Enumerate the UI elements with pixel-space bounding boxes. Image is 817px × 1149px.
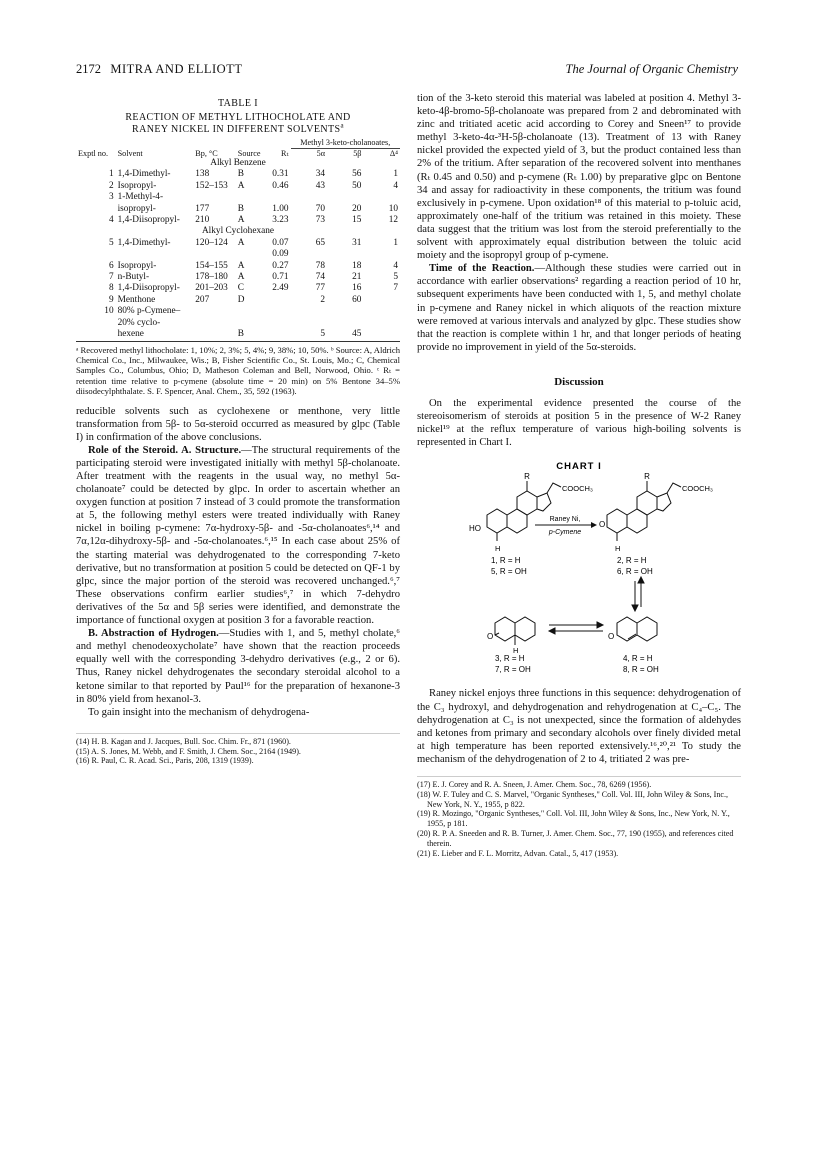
table-cell: 7 xyxy=(108,272,114,283)
compound-6-label: 6, R = OH xyxy=(617,567,653,577)
table-cell xyxy=(193,192,236,203)
group-header: Methyl 3-keto-cholanoates, xyxy=(291,138,400,148)
running-authors: MITRA AND ELLIOTT xyxy=(110,62,243,76)
table-caption-marker: a xyxy=(340,121,344,130)
paragraph-text: tion of the 3-keto steroid this material was labeled at position 4. Methyl 3-keto-4β-bromo-5β-cholanoate was prepared from 2 and debrominated with zinc and tritiated acetic acid according to Corey and Sneen¹⁷ to provide methyl 3-keto-4α-³H-5β-cholanoate (13). Treatment of 13 with Raney nickel provided the expected yield of 3, but the product contained less than 2% of the tritium. After separation of the recovered solvent into menthanes (Rₜ 0.45 and 0.50) and p-cymene (Rₜ 1.00) by preparative glpc on Bentone 34 and assay for radioactivity in these components, the tritium was found exclusively in p-cymene. Upon oxidation¹⁸ of this material to p-toluic acid, approximately one-half of the tritium was retained in this moiety. These data suggest that the tritium was lost from the steroid preferentially to the solvent with approximately equal distribution between the toluic acid moiety and the isopropyl group of p-cymene. xyxy=(417,93,741,262)
table-cell: 177 xyxy=(195,203,210,214)
table-row xyxy=(76,306,400,317)
table-cell: 15 xyxy=(352,215,362,226)
table-row xyxy=(76,329,400,340)
table-cell: 12 xyxy=(388,215,398,226)
ho-label: HO xyxy=(469,524,481,534)
right-references xyxy=(417,776,741,858)
table-cell: 50 xyxy=(352,180,362,191)
body-paragraph xyxy=(76,706,400,719)
reagent-2: p-Cymene xyxy=(548,529,582,537)
equilibrium-vertical xyxy=(632,577,644,611)
h-label-2: H xyxy=(615,544,621,554)
column-header: Bp, °C xyxy=(195,148,218,158)
table-cell: 10 xyxy=(104,306,114,317)
table-cell: 80% p-Cymene– xyxy=(117,306,181,317)
table-cell: 77 xyxy=(315,283,325,294)
column-header-row xyxy=(76,148,400,158)
table-cell: 1 xyxy=(393,237,398,248)
table-row xyxy=(76,238,400,249)
compound-3-label: 3, R = H xyxy=(495,654,525,664)
page-number: 2172 xyxy=(76,62,101,76)
reference-item: (14) H. B. Kagan and J. Jacques, Bull. Soc. Chim. Fr., 871 (1960). xyxy=(76,736,291,746)
table-cell: 5 xyxy=(393,272,398,283)
table-cell: C xyxy=(237,283,244,294)
table-cell xyxy=(267,306,291,317)
table-cell: A xyxy=(237,272,245,283)
table-cell: 34 xyxy=(315,169,325,180)
r-label-2: R xyxy=(644,472,650,482)
table-cell: n-Butyl- xyxy=(117,272,150,283)
section-heading: Time of the Reaction. xyxy=(429,263,535,275)
keto-o-label-4: O xyxy=(608,632,615,642)
right-column xyxy=(417,92,741,858)
table-cell: 18 xyxy=(352,260,362,271)
left-references xyxy=(76,733,400,766)
table-cell xyxy=(76,318,116,329)
table-cell: 5 xyxy=(108,237,114,248)
reference-item: (15) A. S. Jones, M. Webb, and F. Smith, J. Chem. Soc., 2164 (1949). xyxy=(76,746,301,756)
table-row xyxy=(76,295,400,306)
reference-item: (19) R. Mozingo, "Organic Syntheses," Coll. Vol. III, John Wiley & Sons, Inc., New York, N. Y., 1955, p 181. xyxy=(417,809,730,829)
table-cell: Isopropyl- xyxy=(117,180,157,191)
table-cell: 31 xyxy=(352,237,362,248)
table-cell: 1,4-Diisopropyl- xyxy=(117,283,180,294)
table-cell: 45 xyxy=(352,329,362,340)
table-cell xyxy=(236,249,267,260)
table-cell: 2.49 xyxy=(272,283,289,294)
ab-ring-3 xyxy=(495,617,535,645)
table-cell xyxy=(116,249,194,260)
keto-o-label-1: O xyxy=(599,520,606,530)
reference-item: (18) W. F. Tuley and C. S. Marvel, "Organic Syntheses," Coll. Vol. III, John Wiley & Sons, Inc., New York, N. Y., 1955, p 822. xyxy=(417,789,729,809)
paragraph-text: To gain insight into the mechanism of dehydrogena- xyxy=(88,706,310,718)
table-cell: B xyxy=(237,329,244,340)
reference-item: (17) E. J. Corey and R. A. Sneen, J. Amer. Chem. Soc., 78, 6269 (1956). xyxy=(417,780,652,789)
table-cell xyxy=(291,306,327,317)
table-cell: 60 xyxy=(352,294,362,305)
table-cell xyxy=(327,192,363,203)
paragraph-text: reducible solvents such as cyclohexene or menthone, very little transformation from 5β- to 5α-steroid occurred as measured by glpc (Table I) in confirmation of the above conclusions. xyxy=(76,405,400,443)
column-header: Exptl no. xyxy=(78,148,109,158)
table-cell: 56 xyxy=(352,169,362,180)
table-cell: isopropyl- xyxy=(117,203,156,214)
left-column xyxy=(76,92,400,766)
table-cell: Isopropyl- xyxy=(117,260,157,271)
compound-8-label: 8, R = OH xyxy=(623,665,659,675)
table-cell xyxy=(267,318,291,329)
section-heading: Role of the Steroid. A. Structure. xyxy=(88,444,242,456)
table-cell: B xyxy=(237,203,244,214)
table-cell: 70 xyxy=(315,203,325,214)
column-header: Rₜ xyxy=(281,148,289,158)
table-cell xyxy=(236,318,267,329)
table-cell xyxy=(236,306,267,317)
ester-label-1: COOCH₃ xyxy=(562,484,593,494)
table-cell xyxy=(193,329,236,340)
table-cell xyxy=(291,192,327,203)
table-cell xyxy=(76,249,116,260)
table-cell: 0.07 xyxy=(272,237,289,248)
ab-ring-4 xyxy=(617,617,657,641)
reference-item: (16) R. Paul, C. R. Acad. Sci., Paris, 208, 1319 (1939). xyxy=(76,756,254,766)
table-row xyxy=(76,272,400,283)
table-row xyxy=(76,192,400,203)
table-cell: A xyxy=(237,215,245,226)
table-cell xyxy=(76,329,116,340)
table-cell: 16 xyxy=(352,283,362,294)
table-cell: 0.31 xyxy=(272,169,289,180)
reference-item: (20) R. P. A. Sneeden and R. B. Turner, J. Amer. Chem. Soc., 77, 190 (1955), and references cited therein. xyxy=(417,828,734,848)
journal-name: The Journal of Organic Chemistry xyxy=(565,62,738,76)
group-label: Alkyl Benzene xyxy=(210,158,266,168)
table-cell: 0.71 xyxy=(272,272,289,283)
table-cell xyxy=(267,329,291,340)
table-cell: 210 xyxy=(195,215,210,226)
table-cell xyxy=(236,192,267,203)
column-header: Solvent xyxy=(117,148,143,158)
table-label: TABLE I xyxy=(217,98,259,109)
table-cell xyxy=(193,318,236,329)
table-cell xyxy=(267,295,291,306)
table-row xyxy=(76,283,400,294)
paragraph-text: —Studies with 1, and 5, methyl cholate,⁶ and methyl chenodeoxycholate⁷ have shown that the reaction proceeds equally well with the corresponding 3-dehydro derivatives (e.g., 2 or 6). Thus, Raney nickel dehydrogenates the secondary steroidal alcohol to a ketone similar to that reported by Paul¹⁶ for the preparation of hexanone-3 in 80% yield from hexanol-3. xyxy=(76,628,400,705)
table-cell: hexene xyxy=(117,329,144,340)
reference-item: (21) E. Lieber and F. L. Morritz, Advan. Catal., 5, 417 (1953). xyxy=(417,848,619,858)
header-left xyxy=(76,62,242,77)
body-paragraph xyxy=(76,405,400,444)
chart-title: CHART I xyxy=(556,461,602,473)
table-row xyxy=(76,169,400,180)
table-cell: 0.09 xyxy=(272,249,289,260)
table-cell: 1 xyxy=(108,169,114,180)
table-cell: 10 xyxy=(388,203,398,214)
discussion-paragraph-1: On the experimental evidence presented the course of the stereoisomerism of steroids at position 5 in the presence of W-2 Raney nickel¹⁹ at the reflux temperature of various high-boiling solvents is represented in Chart I. xyxy=(417,397,741,449)
body-paragraph xyxy=(417,262,741,354)
table-row xyxy=(76,215,400,226)
table-cell xyxy=(363,329,400,340)
table-cell xyxy=(327,249,363,260)
table-cell: 3.23 xyxy=(272,215,289,226)
compound-2-label: 2, R = H xyxy=(617,556,647,566)
column-header: 5α xyxy=(316,148,325,158)
discussion-heading: Discussion xyxy=(554,375,604,388)
table-cell xyxy=(291,318,327,329)
column-header: Source xyxy=(237,148,261,158)
paragraph-text: —The structural requirements of the participating steroid were investigated initially with methyl 5β-cholanoate. After treatment with the reagents in the usual way, no methyl 5α-cholanoate⁷ could be detected by glpc. In order to ascertain whether an oxygen function at position 7 instead of 3 could promote the transformation at 5, the following methyl esters were treated individually with Raney nickel in boiling p-cymene: 7α-hydroxy-5β- and -5α-cholanoates⁶,¹⁴ and 7α,12α-dihydroxy-5β- and -5α-cholanoates.⁶,¹⁵ In each case about 25% of the starting material was dehydrogenated to the corresponding 7-keto derivative, but no transformation at position 5 could be detected on QF-1 by glpc, since the major portion of the steroid was recovered unchanged.⁶,⁷ These observations confirm earlier studies⁶,⁷ in which 7-dehydro derivatives of the 5α and 5β series were identified, and demonstrate the importance of functional oxygen at position 3 for a favorable reaction. xyxy=(76,444,401,627)
table-cell: 1,4-Diisopropyl- xyxy=(117,215,180,226)
table-row xyxy=(76,181,400,192)
table-row xyxy=(76,204,400,215)
keto-o-label-3: O xyxy=(487,632,494,642)
table-cell xyxy=(193,306,236,317)
compound-7-label: 7, R = OH xyxy=(495,665,531,675)
table-cell xyxy=(291,249,327,260)
table-cell xyxy=(327,318,363,329)
table-cell: D xyxy=(237,294,245,305)
table-cell: 5 xyxy=(320,329,325,340)
table-cell xyxy=(363,295,400,306)
table-cell: 1.00 xyxy=(272,203,289,214)
table-cell: 0.46 xyxy=(272,180,289,191)
table-cell: 8 xyxy=(108,283,114,294)
table-cell: 65 xyxy=(315,237,325,248)
table-cell: Menthone xyxy=(117,294,156,305)
table-cell: 138 xyxy=(195,169,210,180)
ester-label-2: COOCH₃ xyxy=(682,484,713,494)
table-caption-line-1: REACTION OF METHYL LITHOCHOLATE AND xyxy=(125,112,351,123)
table-cell xyxy=(76,204,116,215)
compound-4-label: 4, R = H xyxy=(623,654,653,664)
table-caption-line-2: RANEY NICKEL IN DIFFERENT SOLVENTS xyxy=(132,124,341,135)
table-body xyxy=(76,158,400,341)
table-cell: 2 xyxy=(320,294,325,305)
table-cell xyxy=(363,192,400,203)
table-cell: 0.27 xyxy=(272,260,289,271)
left-body-text xyxy=(76,405,400,719)
table-caption xyxy=(76,98,400,136)
table-cell: 2 xyxy=(108,180,114,191)
table-cell: 4 xyxy=(393,180,398,191)
body-paragraph xyxy=(76,627,400,706)
column-header: 5β xyxy=(353,148,362,158)
table-cell: 178–180 xyxy=(195,272,228,283)
table-group-row xyxy=(76,226,400,237)
table-cell xyxy=(363,318,400,329)
table-cell: 9 xyxy=(108,294,114,305)
table-cell: A xyxy=(237,237,245,248)
equilibrium-horizontal xyxy=(549,622,603,634)
table-cell: 207 xyxy=(195,294,210,305)
reagent-1: Raney Ni, xyxy=(549,516,581,524)
table-cell: A xyxy=(237,180,245,191)
h-label-1: H xyxy=(495,544,501,554)
chart-i xyxy=(417,455,741,675)
table-cell: 4 xyxy=(108,215,114,226)
table-cell: 1 xyxy=(393,169,398,180)
table-row xyxy=(76,261,400,272)
table-cell: 7 xyxy=(393,283,398,294)
table-cell: 20 xyxy=(352,203,362,214)
arrow-head xyxy=(591,522,597,528)
column-header: Δ⁴ xyxy=(389,148,398,158)
right-body-text xyxy=(417,92,741,354)
table-cell: 78 xyxy=(315,260,325,271)
discussion-paragraph-2: Raney nickel enjoys three functions in this sequence: dehydrogenation of the C₃ hydroxyl, and dehydrogenation and rehydrogenation at C₄–C₅. The dehydrogenation at C₃ is not unexpected, since the formation of aldehydes and ketones from primary and secondary alcohols over finely divided metal at high temperature has been reported extensively.¹⁶,²⁰,²¹ To study the mechanism of the dehydrogenation of 2 to 4, tritiated 2 was pre- xyxy=(417,688,741,765)
h-label-3: H xyxy=(513,646,519,656)
table-row xyxy=(76,249,400,260)
table-cell: 6 xyxy=(108,260,114,271)
table-cell xyxy=(363,306,400,317)
table-cell xyxy=(193,249,236,260)
compound-1-label: 1, R = H xyxy=(491,556,521,566)
data-table xyxy=(76,138,400,341)
table-cell: 21 xyxy=(352,272,362,283)
steroid-2 xyxy=(607,481,681,541)
table-cell: A xyxy=(237,260,245,271)
body-paragraph xyxy=(76,444,400,627)
table-cell: 1-Methyl-4- xyxy=(117,192,164,203)
table-row xyxy=(76,318,400,329)
table-cell: 43 xyxy=(315,180,325,191)
table-cell: 73 xyxy=(315,215,325,226)
table-group-row xyxy=(76,158,400,169)
table-cell: 3 xyxy=(108,192,114,203)
page-header xyxy=(76,62,738,80)
table-cell: 74 xyxy=(315,272,325,283)
table-cell: 201–203 xyxy=(195,283,228,294)
section-heading: B. Abstraction of Hydrogen. xyxy=(88,628,219,640)
r-label-1: R xyxy=(524,472,530,482)
table-cell: 4 xyxy=(393,260,398,271)
table-cell: 120–124 xyxy=(195,237,228,248)
table-cell: 1,4-Dimethyl- xyxy=(117,169,171,180)
group-label: Alkyl Cyclohexane xyxy=(201,226,275,237)
table-cell xyxy=(363,249,400,260)
table-cell: 1,4-Dimethyl- xyxy=(117,237,171,248)
compound-5-label: 5, R = OH xyxy=(491,567,527,577)
table-footnote: ᵃ Recovered methyl lithocholate: 1, 10%; 2, 3%; 5, 4%; 9, 38%; 10, 50%. ᵇ Source: A, Aldrich Chemical Co., Inc., Milwaukee, Wis.; B, Fisher Scientific Co., St. Louis, Mo.; C, Chemical Samples Co., Columbus, Ohio; D, Matheson Coleman and Bell, Norwood, Ohio. ᶜ Rₜ = retention time relative to p-cymene (absolute time = 20 min) on 5% Bentone 34–5% diisodecylphthalate. S. F. Spencer, Anal. Chem., 35, 592 (1963). xyxy=(76,341,400,397)
table-cell: 20% cyclo- xyxy=(117,317,161,328)
table-cell xyxy=(267,192,291,203)
body-paragraph xyxy=(417,92,741,262)
paragraph-text: —Although these studies were carried out in accordance with earlier observations² regarding a reaction period of 10 hr, subsequent experiments have been conducted with 1, 5, and methyl cholate in p-cymene and Raney nickel in which aliquots of the reaction mixture were removed at various intervals and analyzed by glpc. These studies show that the reaction is complete within 1 hr, and that longer periods of heating provide no improvement in yield of the 5α-steroids. xyxy=(417,263,741,353)
table-cell xyxy=(327,306,363,317)
table-cell: 154–155 xyxy=(195,260,228,271)
table-cell: B xyxy=(237,169,244,180)
table-cell: 152–153 xyxy=(195,180,228,191)
